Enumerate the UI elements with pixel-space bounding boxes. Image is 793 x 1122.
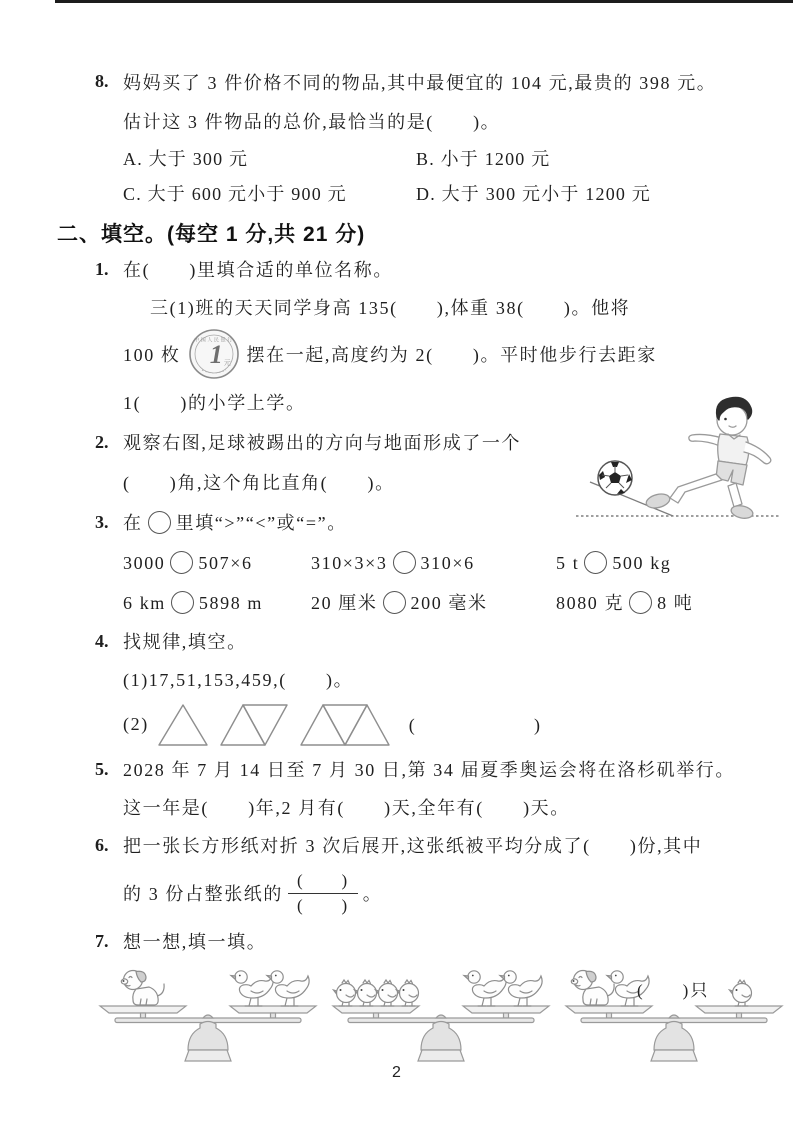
- question-text: 2028 年 7 月 14 日至 7 月 30 日,第 34 届夏季奥运会将在洛杉矶举行。: [123, 760, 735, 780]
- question-number: 5.: [95, 758, 109, 779]
- question-number: 8.: [95, 71, 109, 91]
- balance-scale-1: [95, 962, 320, 1062]
- worksheet-page: [0, 62, 793, 1062]
- question-text: ( )角,这个角比直角( )。: [123, 473, 395, 493]
- comparison-item: 6 km 5898 m: [123, 592, 264, 613]
- scale-image: [95, 962, 320, 1062]
- chick-icon: [355, 980, 377, 1006]
- question-7: [0, 922, 793, 1062]
- soccer-kick-image: [570, 386, 790, 526]
- question-text: 把一张长方形纸对折 3 次后展开,这张纸被平均分成了( )份,其中: [123, 836, 703, 856]
- comparison-item: 20 厘米 200 毫米: [311, 593, 488, 613]
- balance-scales: [0, 962, 793, 1062]
- question-number: 4.: [95, 630, 109, 651]
- comparison-item: 3000 507×6: [123, 552, 253, 573]
- chick-icon: [334, 980, 356, 1006]
- question-5: [0, 750, 793, 826]
- question-text: 100 枚: [123, 345, 181, 365]
- balance-scale-2: [328, 962, 553, 1062]
- question-text: 。: [362, 884, 383, 904]
- dog-icon: [121, 971, 164, 1006]
- comparison-circle: [584, 551, 607, 574]
- page-number: 2: [392, 1064, 401, 1081]
- question-text: 在( )里填合适的单位名称。: [123, 260, 393, 280]
- fraction-denominator: ( ): [297, 895, 349, 915]
- question-text: 1( )的小学上学。: [123, 393, 306, 413]
- comparison-circle: [629, 591, 652, 614]
- pattern-blank: ( ): [408, 715, 542, 735]
- question-number: 3.: [95, 511, 109, 532]
- fraction-blank: [288, 871, 358, 915]
- question-text: 妈妈买了 3 件价格不同的物品,其中最便宜的 104 元,最贵的 398 元。: [123, 72, 717, 93]
- question-text: 这一年是( )年,2 月有( )天,全年有( )天。: [123, 798, 570, 818]
- boy-figure: [645, 397, 771, 520]
- question-number: 6.: [95, 834, 109, 855]
- question-number: 7.: [95, 930, 109, 951]
- question-number: 1.: [95, 258, 109, 279]
- question-text: 找规律,填空。: [123, 632, 247, 652]
- comparison-circle: [393, 551, 416, 574]
- chick-icon: [376, 980, 398, 1006]
- comparison-circle: [148, 511, 171, 534]
- option-a: A. 大于 300 元: [123, 148, 249, 169]
- balance-scale-3: [561, 962, 786, 1062]
- question-text: 摆在一起,高度约为 2( )。平时他步行去距家: [246, 345, 657, 365]
- scale-image: [328, 962, 553, 1062]
- question-text: 三(1)班的天天同学身高 135( ),体重 38( )。他将: [150, 298, 631, 318]
- duck-icon: [267, 971, 309, 1006]
- option-b: B. 小于 1200 元: [416, 148, 551, 169]
- question-6: [0, 826, 793, 922]
- duck-icon: [500, 971, 542, 1006]
- section-title: 二、填空。(每空 1 分,共 21 分): [57, 223, 366, 246]
- question-text: 观察右图,足球被踢出的方向与地面形成了一个: [123, 433, 522, 453]
- coin-bank-text: 中国人民银行: [193, 338, 234, 344]
- triangle-pattern-image: [155, 699, 395, 749]
- question-number: 2.: [95, 431, 109, 452]
- number-pattern: (1)17,51,153,459,( )。: [123, 670, 354, 690]
- answer-blank: ( )只: [637, 981, 710, 1000]
- fraction-numerator: ( ): [288, 871, 358, 894]
- comparison-item: 5 t 500 kg: [556, 552, 672, 573]
- soccer-ball: [598, 461, 632, 495]
- shape-pattern: [0, 698, 793, 750]
- question-text: 的 3 份占整张纸的: [123, 884, 283, 904]
- page-top-rule: [55, 0, 793, 3]
- comparison-circle: [383, 591, 406, 614]
- chick-icon: [397, 980, 419, 1006]
- question-8: [0, 62, 793, 210]
- question-text: 想一想,填一填。: [123, 932, 267, 952]
- question-4: [0, 622, 793, 750]
- option-d: D. 大于 300 元小于 1200 元: [416, 183, 651, 204]
- comparison-item: 8080 克 8 吨: [556, 593, 694, 613]
- item-label: (2): [123, 713, 149, 734]
- chick-icon: [730, 980, 752, 1006]
- question-text: 估计这 3 件物品的总价,最恰当的是( )。: [123, 111, 501, 132]
- question-text: 在 里填“>”“<”或“=”。: [123, 513, 347, 533]
- coin-unit: 元: [223, 359, 232, 367]
- option-c: C. 大于 600 元小于 900 元: [123, 183, 347, 204]
- comparison-item: 310×3×3 310×6: [311, 552, 475, 573]
- coin-value: 1: [209, 340, 224, 369]
- comparison-circle: [170, 551, 193, 574]
- comparison-circle: [171, 591, 194, 614]
- one-yuan-coin-image: [188, 328, 240, 380]
